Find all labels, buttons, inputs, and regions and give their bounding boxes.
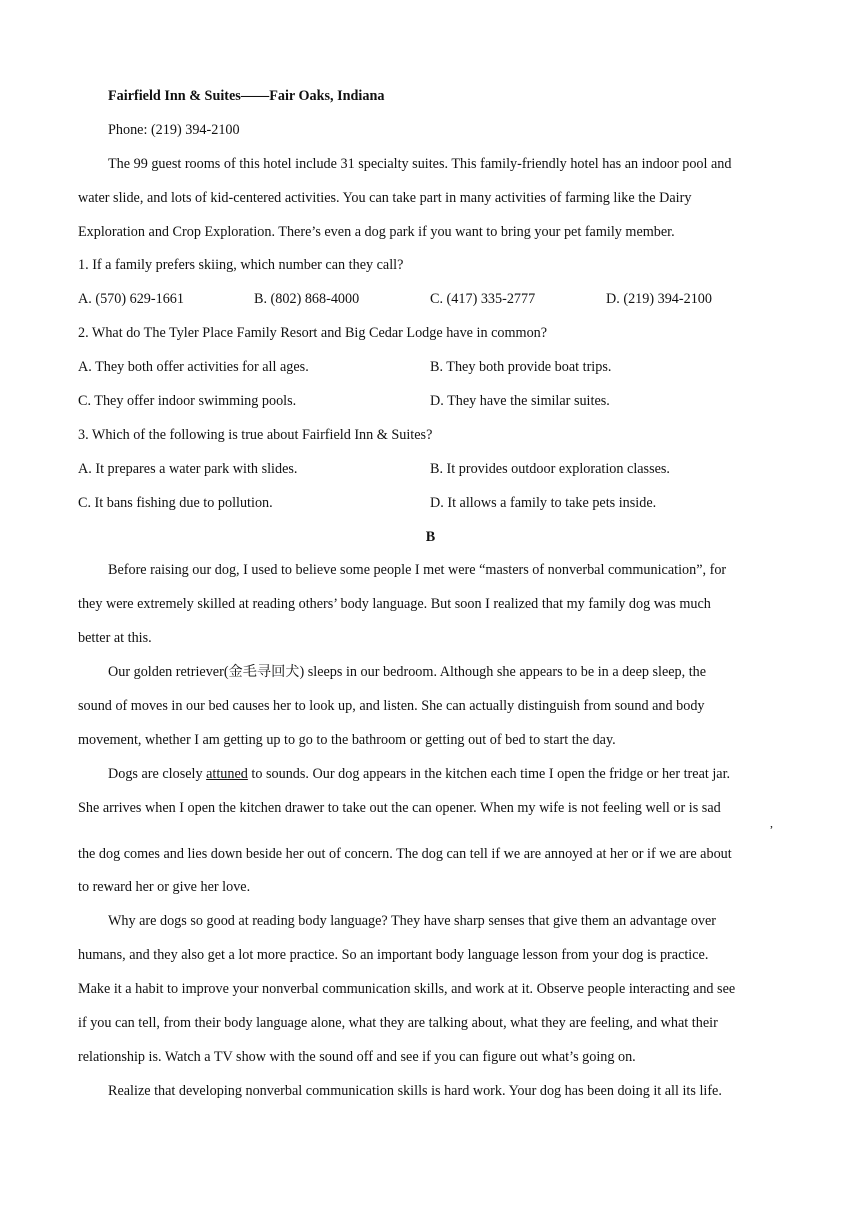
- option-b: B. (802) 868-4000: [254, 291, 360, 308]
- question-3: 3. Which of the following is true about Fairfield Inn & Suites?: [78, 426, 433, 443]
- option-c: C. They offer indoor swimming pools.: [78, 393, 297, 410]
- paragraph-line: She arrives when I open the kitchen drawer to take out the can opener. When my wife is not feeling well or is sad: [78, 799, 721, 816]
- stray-comma: ,: [770, 815, 773, 830]
- paragraph-line: Make it a habit to improve your nonverbal communication skills, and work at it. Observe people interacting and see: [78, 981, 736, 998]
- option-a: A. (570) 629-1661: [78, 291, 184, 308]
- option-d: D. It allows a family to take pets inside.: [430, 494, 657, 511]
- paragraph-line: [78, 762, 783, 796]
- paragraph-line: Before raising our dog, I used to believe some people I met were “masters of nonverbal communication”, for: [108, 562, 727, 579]
- hotel-phone: Phone: (219) 394-2100: [108, 121, 240, 138]
- underlined-word: attuned: [206, 765, 248, 782]
- option-c: C. (417) 335-2777: [430, 291, 536, 308]
- section-b-heading: B: [425, 528, 436, 545]
- stray-comma-row: [78, 815, 783, 842]
- question-3-options-row1: [78, 457, 783, 491]
- question-2-options-row2: [78, 389, 783, 423]
- question-3-options-row2: [78, 491, 783, 525]
- paragraph-line: Our golden retriever(金毛寻回犬) sleeps in our bedroom. Although she appears to be in a deep sleep, the: [108, 664, 707, 681]
- option-d: D. They have the similar suites.: [430, 393, 610, 410]
- option-a: A. It prepares a water park with slides.: [78, 460, 298, 477]
- question-1: 1. If a family prefers skiing, which number can they call?: [78, 257, 404, 274]
- question-1-options: [78, 287, 783, 321]
- text-run: to sounds. Our dog appears in the kitchen each time I open the fridge or her treat jar.: [247, 765, 731, 782]
- hotel-desc-line: water slide, and lots of kid-centered activities. You can take part in many activities of farming like the Dairy: [78, 189, 692, 206]
- paragraph-line: to reward her or give her love.: [78, 879, 251, 896]
- hotel-desc-line: The 99 guest rooms of this hotel include 31 specialty suites. This family-friendly hotel has an indoor pool and: [108, 155, 732, 172]
- option-b: B. It provides outdoor exploration classes.: [430, 460, 670, 477]
- option-d: D. (219) 394-2100: [606, 291, 712, 308]
- hotel-desc-line: Exploration and Crop Exploration. There’s even a dog park if you want to bring your pet family member.: [78, 223, 675, 240]
- hotel-title: Fairfield Inn & Suites——Fair Oaks, Indiana: [108, 88, 385, 104]
- paragraph-line: they were extremely skilled at reading others’ body language. But soon I realized that my family dog was much: [78, 596, 711, 613]
- paragraph-line: sound of moves in our bed causes her to look up, and listen. She can actually distinguish from sound and body: [78, 698, 705, 715]
- paragraph-line: Why are dogs so good at reading body language? They have sharp senses that give them an advantage over: [108, 913, 717, 930]
- paragraph-line: the dog comes and lies down beside her out of concern. The dog can tell if we are annoyed at her or if we are about: [78, 845, 732, 862]
- paragraph-line: if you can tell, from their body language alone, what they are talking about, what they are feeling, and what their: [78, 1015, 718, 1032]
- question-2-options-row1: [78, 355, 783, 389]
- option-a: A. They both offer activities for all ages.: [78, 359, 309, 376]
- text-run: Dogs are closely: [108, 765, 207, 782]
- paragraph-line: humans, and they also get a lot more practice. So an important body language lesson from your dog is practice.: [78, 947, 709, 964]
- option-b: B. They both provide boat trips.: [430, 359, 612, 376]
- paragraph-line: movement, whether I am getting up to go to the bathroom or getting out of bed to start the day.: [78, 731, 616, 748]
- option-c: C. It bans fishing due to pollution.: [78, 494, 273, 511]
- paragraph-line: Realize that developing nonverbal communication skills is hard work. Your dog has been doing it all its life.: [108, 1082, 722, 1099]
- question-2: 2. What do The Tyler Place Family Resort and Big Cedar Lodge have in common?: [78, 325, 548, 342]
- document-page: [78, 84, 783, 1113]
- paragraph-line: relationship is. Watch a TV show with the sound off and see if you can figure out what’s going on.: [78, 1048, 636, 1065]
- paragraph-line: better at this.: [78, 630, 152, 647]
